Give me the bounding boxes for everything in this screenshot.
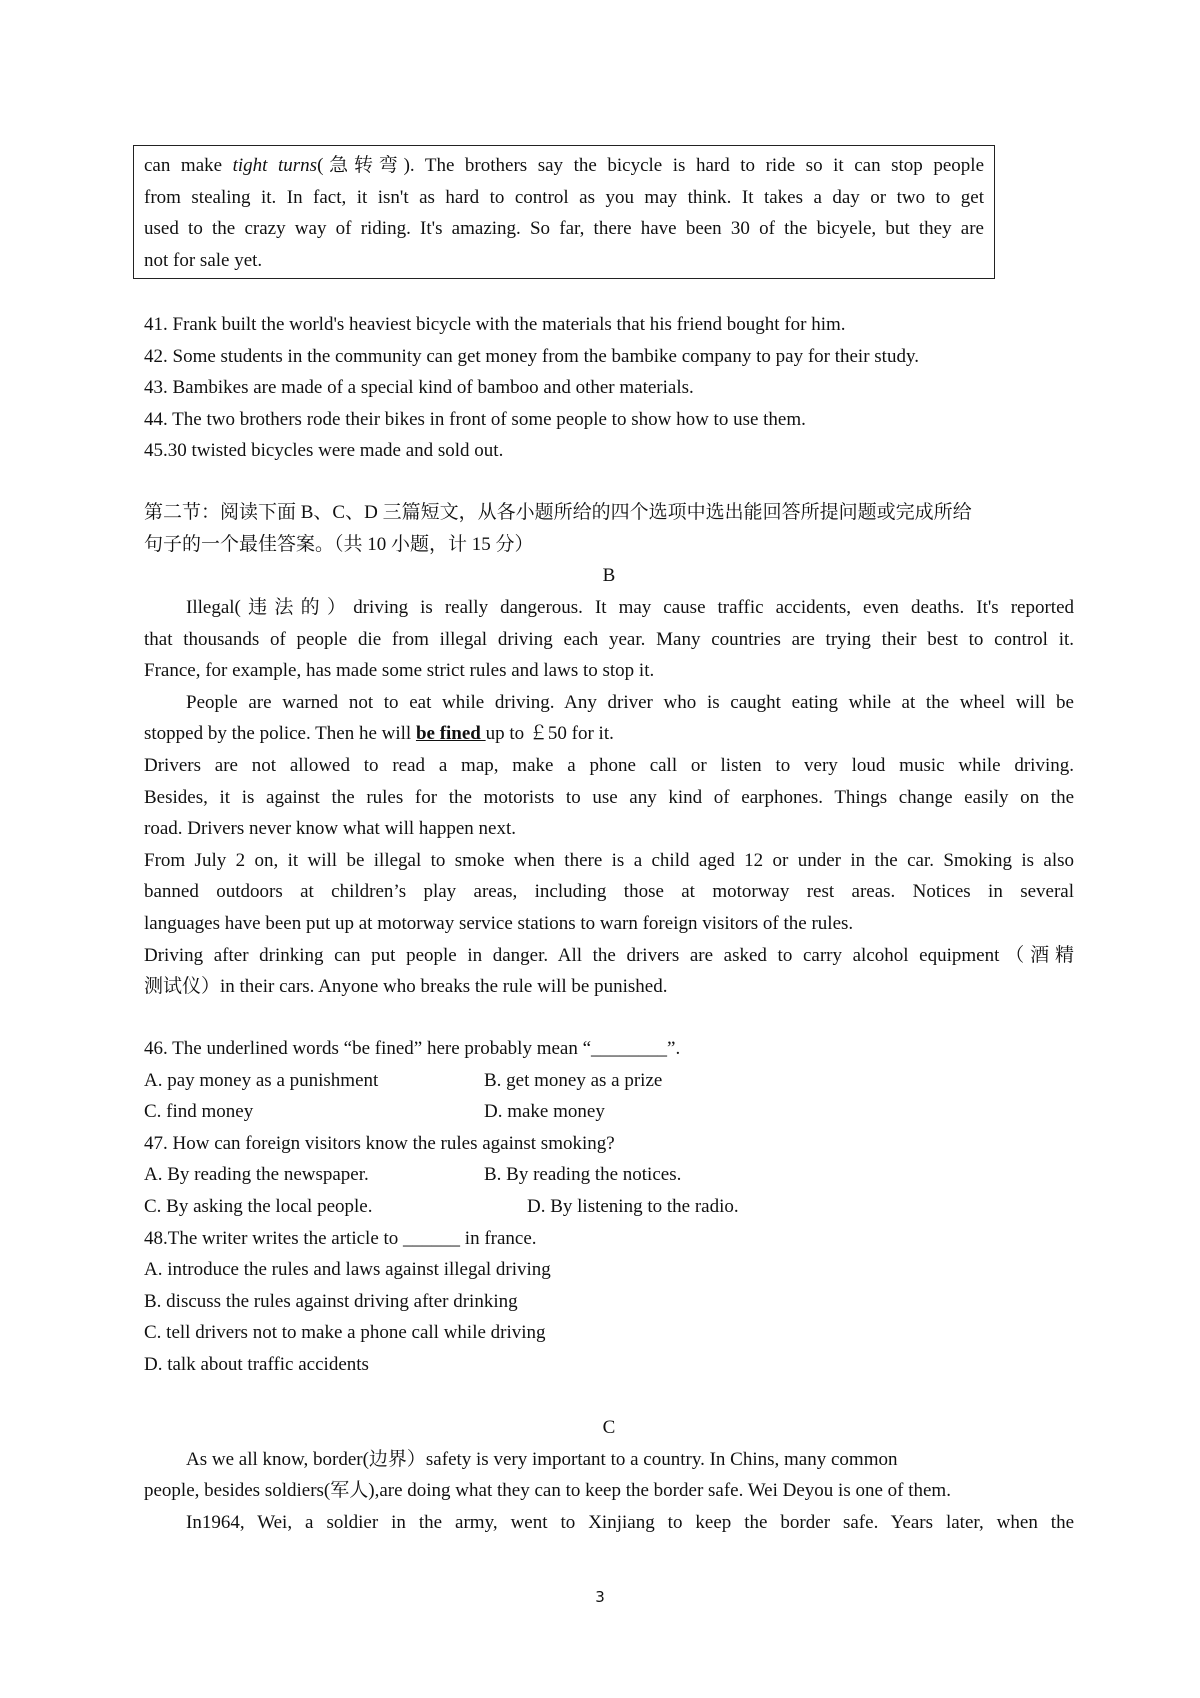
- q48-option-c: C. tell drivers not to make a phone call while driving: [144, 1322, 546, 1344]
- passage-b-p3-line-3: road. Drivers never know what will happen next.: [144, 818, 516, 840]
- passage-c-line-2: people, besides soldiers(军人),are doing what they can to keep the border safe. Wei Deyou is one of them.: [144, 1480, 951, 1502]
- questions-b: [144, 1033, 1074, 1381]
- passage-b-p1-line-2: that thousands of people die from illegal driving each year. Many countries are trying their best to control it.: [144, 628, 1074, 650]
- section-2-line-1: 第二节：阅读下面 B、C、D 三篇短文，从各小题所给的四个选项中选出能回答所提问题或完成所给: [144, 502, 972, 523]
- boxed-line-2: from stealing it. In fact, it isn't as hard to control as you may think. It takes a day or two to get: [144, 186, 984, 208]
- tf-item-44: 44. The two brothers rode their bikes in front of some people to show how to use them.: [144, 408, 806, 430]
- q48-option-d: D. talk about traffic accidents: [144, 1353, 369, 1375]
- q47-option-c: C. By asking the local people.: [144, 1195, 373, 1217]
- page-number: 3: [595, 1588, 605, 1606]
- question-47: 47. How can foreign visitors know the rules against smoking?: [144, 1132, 615, 1154]
- q46-option-b: B. get money as a prize: [484, 1069, 663, 1091]
- boxed-paragraph: [144, 150, 984, 276]
- passage-c-letter: C: [602, 1417, 616, 1438]
- passage-b-p5-line-1: Driving after drinking can put people in danger. All the drivers are asked to carry alcohol equipment（酒精: [144, 944, 1074, 966]
- passage-c-line-1: As we all know, border(边界）safety is very important to a country. In Chins, many common: [186, 1448, 898, 1470]
- section-2-instructions: [144, 497, 1074, 592]
- passage-b-p2-line-1: People are warned not to eat while driving. Any driver who is caught eating while at the wheel will be: [186, 691, 1074, 713]
- underlined-be-fined: be fined: [415, 723, 486, 745]
- q47-option-b: B. By reading the notices.: [484, 1164, 682, 1186]
- tf-item-42: 42. Some students in the community can get money from the bambike company to pay for their study.: [144, 345, 919, 367]
- passage-b-p5-line-2: 测试仪）in their cars. Anyone who breaks the rule will be punished.: [144, 976, 668, 998]
- question-47-options-row-2: [144, 1191, 1074, 1223]
- passage-b: [144, 592, 1074, 1003]
- boxed-line-4: not for sale yet.: [144, 249, 263, 271]
- boxed-line-1: can make tight turns(急转弯). The brothers say the bicycle is hard to ride so it can stop people: [144, 155, 984, 176]
- tf-item-41: 41. Frank built the world's heaviest bicycle with the materials that his friend bought for him.: [144, 314, 846, 335]
- question-47-options-row-1: [144, 1159, 1074, 1191]
- passage-b-p1-line-3: France, for example, has made some strict rules and laws to stop it.: [144, 660, 655, 682]
- q46-option-a: A. pay money as a punishment: [144, 1069, 379, 1091]
- passage-c: [144, 1412, 1074, 1538]
- question-48: 48.The writer writes the article to ______ in france.: [144, 1227, 537, 1249]
- boxed-passage: [133, 145, 995, 279]
- section-2-line-2: 句子的一个最佳答案。（共 10 小题，计 15 分）: [144, 533, 534, 555]
- q48-option-a: A. introduce the rules and laws against illegal driving: [144, 1259, 551, 1281]
- passage-b-p3-line-2: Besides, it is against the rules for the motorists to use any kind of earphones. Things change easily on the: [144, 786, 1074, 808]
- passage-b-p4-line-1: From July 2 on, it will be illegal to smoke when there is a child aged 12 or under in the car. Smoking is also: [144, 849, 1074, 871]
- passage-b-p1-line-1: Illegal(违法的）driving is really dangerous. It may cause traffic accidents, even deaths. It's reported: [186, 597, 1074, 618]
- passage-b-p3-line-1: Drivers are not allowed to read a map, make a phone call or listen to very loud music while driving.: [144, 754, 1074, 776]
- tf-items: [144, 309, 1074, 467]
- q46-option-d: D. make money: [484, 1101, 605, 1123]
- q46-option-c: C. find money: [144, 1101, 254, 1123]
- passage-b-p2-line-2: stopped by the police. Then he will be fined up to ￡50 for it.: [144, 723, 614, 745]
- question-46: 46. The underlined words “be fined” here probably mean “________”.: [144, 1038, 681, 1059]
- question-46-options-row-1: [144, 1065, 1074, 1097]
- tf-item-43: 43. Bambikes are made of a special kind of bamboo and other materials.: [144, 377, 694, 399]
- passage-b-p4-line-2: banned outdoors at children’s play areas, including those at motorway rest areas. Notices in several: [144, 881, 1074, 903]
- q47-option-a: A. By reading the newspaper.: [144, 1164, 369, 1186]
- question-46-options-row-2: [144, 1096, 1074, 1128]
- q48-option-b: B. discuss the rules against driving after drinking: [144, 1290, 518, 1312]
- passage-b-letter: B: [602, 565, 616, 587]
- passage-c-line-3: In1964, Wei, a soldier in the army, went to Xinjiang to keep the border safe. Years later, when the: [186, 1511, 1074, 1533]
- boxed-line-3: used to the crazy way of riding. It's amazing. So far, there have been 30 of the bicyele, but they are: [144, 218, 984, 239]
- passage-b-p4-line-3: languages have been put up at motorway service stations to warn foreign visitors of the rules.: [144, 912, 854, 934]
- q47-option-d: D. By listening to the radio.: [527, 1195, 739, 1217]
- tf-item-45: 45.30 twisted bicycles were made and sold out.: [144, 440, 504, 462]
